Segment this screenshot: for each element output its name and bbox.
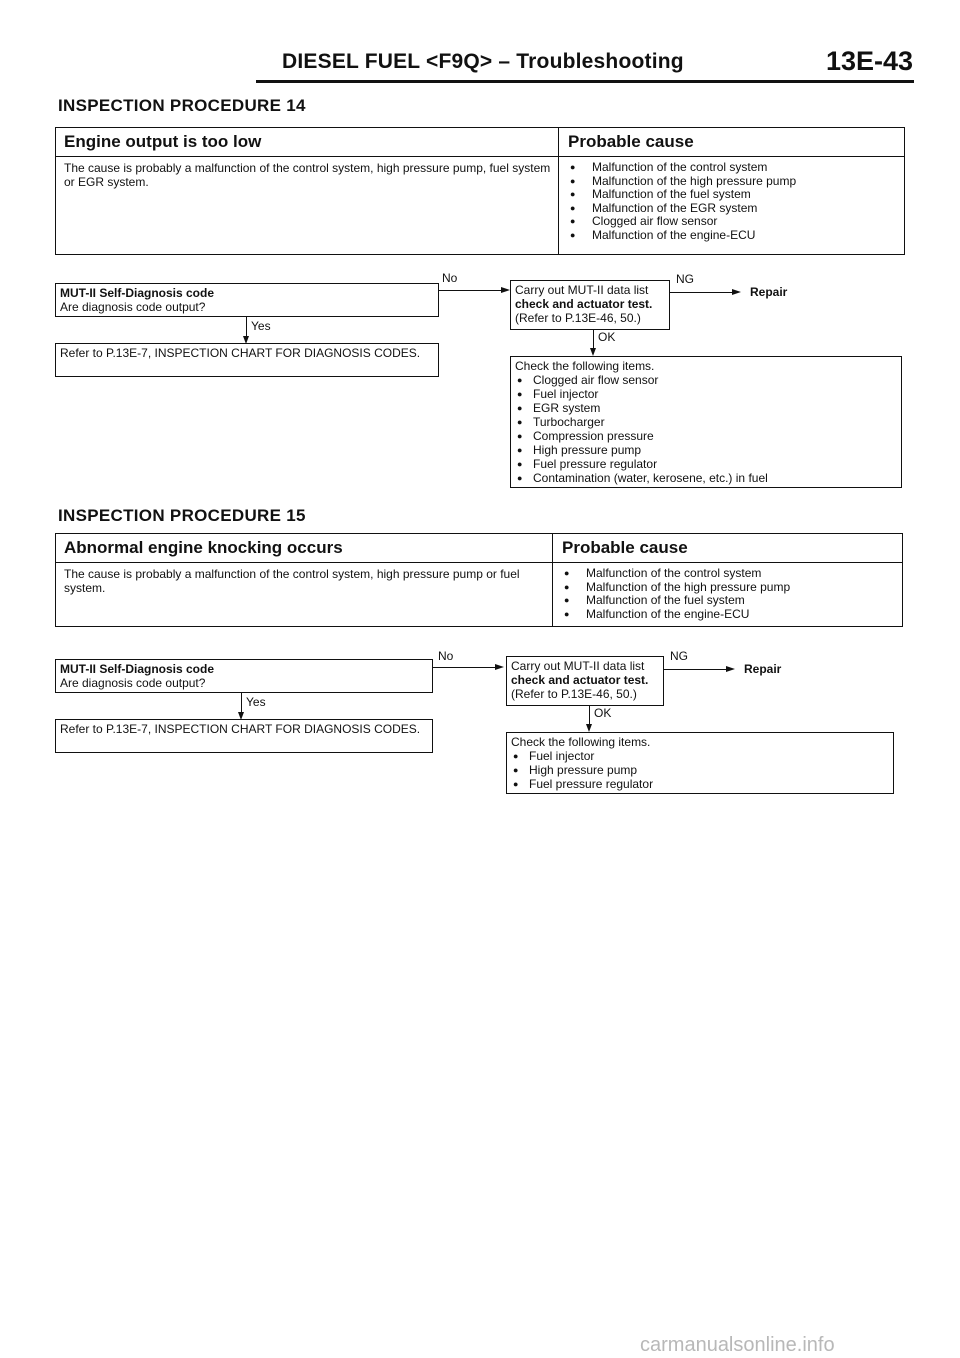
list-item: ● High pressure pump (511, 763, 889, 777)
mut-data-list-line: check and actuator test. (511, 673, 649, 687)
probable-cause-list (562, 567, 892, 621)
symptom-heading: Abnormal engine knocking occurs (64, 538, 343, 557)
mut-data-list-line: Carry out MUT-II data list (511, 659, 645, 673)
diagnosis-code-title: MUT-II Self-Diagnosis code (60, 662, 215, 676)
ng-connector-line (670, 292, 736, 293)
refer-chart-text: Refer to P.13E-7, INSPECTION CHART FOR DIAGNOSIS CODES. (60, 346, 421, 360)
list-item: ● Malfunction of the high pressure pump (568, 175, 898, 189)
mut-data-list-line: (Refer to P.13E-46, 50.) (515, 311, 641, 325)
arrow-right-icon (501, 287, 510, 293)
yes-label: Yes (246, 695, 266, 709)
mut-data-list-line: Carry out MUT-II data list (515, 283, 649, 297)
diagnosis-code-question: Are diagnosis code output? (60, 676, 206, 690)
no-label: No (442, 271, 458, 285)
check-items-list (515, 373, 897, 485)
arrow-right-icon (726, 666, 735, 672)
diagnosis-code-box (55, 659, 433, 693)
check-items-list (511, 749, 889, 791)
page-header-title: DIESEL FUEL <F9Q> – Troubleshooting (282, 50, 684, 73)
mut-data-list-box (510, 280, 670, 330)
list-item: ● Malfunction of the control system (562, 567, 892, 581)
repair-label: Repair (744, 662, 782, 676)
procedure-14-title: INSPECTION PROCEDURE 14 (58, 96, 306, 115)
list-item: ● Turbocharger (515, 415, 897, 429)
check-items-title: Check the following items. (515, 359, 655, 373)
probable-cause-heading: Probable cause (562, 538, 688, 557)
list-item: ● Clogged air flow sensor (568, 215, 898, 229)
symptom-description: The cause is probably a malfunction of the control system, high pressure pump, fuel system or EGR system. (64, 161, 551, 189)
diagnosis-code-question: Are diagnosis code output? (60, 300, 206, 314)
list-item: ● Malfunction of the fuel system (562, 594, 892, 608)
refer-chart-text: Refer to P.13E-7, INSPECTION CHART FOR DIAGNOSIS CODES. (60, 722, 421, 736)
list-item: ● Fuel pressure regulator (515, 457, 897, 471)
list-item: ● Malfunction of the engine-ECU (568, 229, 898, 243)
list-item: ● Fuel pressure regulator (511, 777, 889, 791)
list-item: ● Contamination (water, kerosene, etc.) in fuel (515, 471, 897, 485)
ok-label: OK (598, 330, 616, 344)
check-items-box (506, 732, 894, 794)
table-column-divider (558, 128, 559, 254)
list-item: ● Clogged air flow sensor (515, 373, 897, 387)
arrow-down-icon (586, 724, 592, 732)
list-item: ● Fuel injector (511, 749, 889, 763)
check-items-box (510, 356, 902, 488)
mut-data-list-box (506, 656, 664, 706)
page-number: 13E-43 (826, 46, 914, 76)
ng-label: NG (670, 649, 688, 663)
list-item: ● EGR system (515, 401, 897, 415)
yes-label: Yes (251, 319, 271, 333)
probable-cause-heading: Probable cause (568, 132, 694, 151)
list-item: ● Malfunction of the EGR system (568, 202, 898, 216)
procedure-15-title: INSPECTION PROCEDURE 15 (58, 506, 306, 525)
ok-label: OK (594, 706, 612, 720)
header-rule (256, 80, 914, 83)
list-item: ● Malfunction of the engine-ECU (562, 608, 892, 622)
list-item: ● Fuel injector (515, 387, 897, 401)
arrow-down-icon (590, 348, 596, 356)
arrow-right-icon (732, 289, 741, 295)
ng-label: NG (676, 272, 694, 286)
mut-data-list-line: check and actuator test. (515, 297, 653, 311)
list-item: ● Malfunction of the high pressure pump (562, 581, 892, 595)
arrow-right-icon (495, 664, 504, 670)
table-column-divider (552, 534, 553, 626)
diagnosis-code-box (55, 283, 439, 317)
mut-data-list-line: (Refer to P.13E-46, 50.) (511, 687, 637, 701)
list-item: ● Malfunction of the control system (568, 161, 898, 175)
symptom-heading: Engine output is too low (64, 132, 262, 151)
list-item: ● Compression pressure (515, 429, 897, 443)
list-item: ● Malfunction of the fuel system (568, 188, 898, 202)
symptom-description: The cause is probably a malfunction of the control system, high pressure pump or fuel system. (64, 567, 520, 595)
diagnosis-code-title: MUT-II Self-Diagnosis code (60, 286, 215, 300)
no-connector-line (433, 667, 497, 668)
procedure-14-cause-table (55, 127, 905, 255)
refer-chart-box (55, 343, 439, 377)
watermark-text: carmanualsonline.info (640, 1334, 835, 1356)
probable-cause-list (568, 161, 898, 243)
repair-label: Repair (750, 285, 788, 299)
no-label: No (438, 649, 454, 663)
list-item: ● High pressure pump (515, 443, 897, 457)
check-items-title: Check the following items. (511, 735, 651, 749)
ng-connector-line (664, 669, 728, 670)
refer-chart-box (55, 719, 433, 753)
no-connector-line (439, 290, 501, 291)
procedure-15-cause-table (55, 533, 903, 627)
